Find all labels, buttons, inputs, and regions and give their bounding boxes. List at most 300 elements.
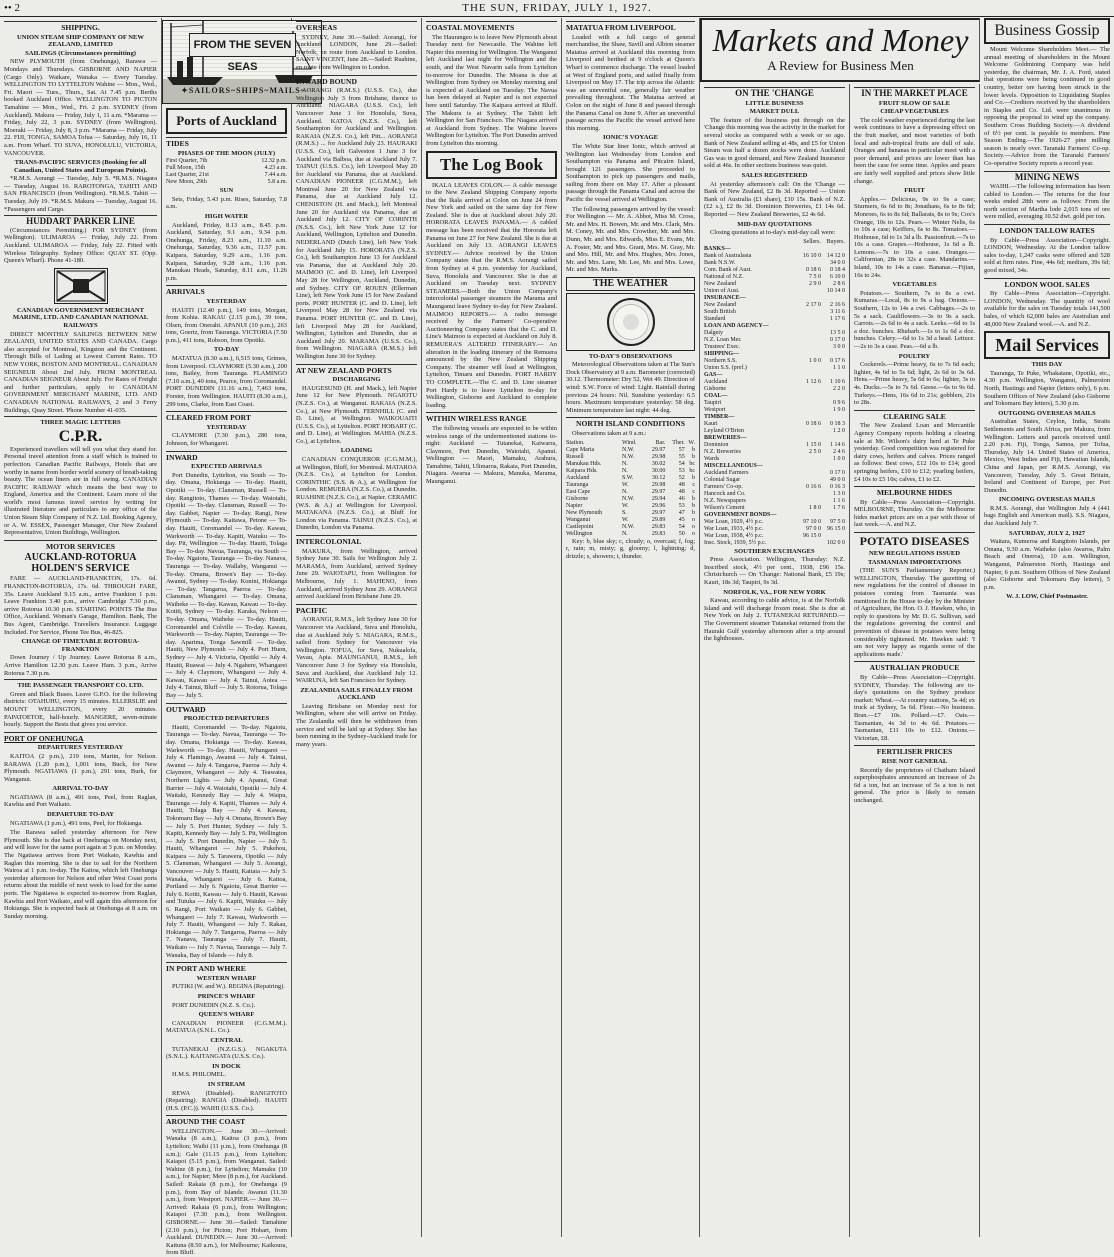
table-row xyxy=(566,468,695,475)
union-sailings-text: NEW PLYMOUTH (from Onehunga), Rarawa — Mondays and Thursdays. GISBORNE AND NAPIER (Cargo Only). Waikare, Wanaka — Every Tuesday. WELLINGTON TO LYTTELTON Wahine — Mon., Wed., Fri. Maori — Tues., Thurs., Sat. At 7.45 p.m. Berths booked Auckland Office. WELLINGTON TO PICTON Tamahine — Mon., Wed., Fri. 2 p.m. SYDNEY (from Auckland). Makura — Friday, July 1, 11 a.m. *Marama — Friday, July 22, 3 p.m. SYDNEY (from Wellington). Moeraki — Friday, July 8, 3 p.m. *Marama — Friday, July 22. FIJI, TONGA, SAMOA Tofua — Saturday, July 16, 11 a.m. From Wharf. TO SUVA, HONOLULU, VICTORIA, VANCOUVER. xyxy=(4,58,157,157)
divider xyxy=(4,679,157,680)
wireless-text: The following vessels are expected to be within wireless range of the undermentioned stations to-night: Auckland — Tutanekai, Kaiwarra, Claymore, Port Dunedin, Waiotahi, Apanui. Wellington — Maori, Mamaku, Arahura, Tamahine, Tahiti, Ulimaroa, Rakaia, Port Dunedin, Niagara. Awarua — Makura, Manuka, Marama, Maunganui. xyxy=(426,424,557,486)
table-cell: 96 15 0 xyxy=(803,532,822,539)
column-header: Buyers. xyxy=(826,238,845,245)
table-cell: Tauranga xyxy=(566,481,589,488)
table-cell: 30.00 xyxy=(651,467,666,474)
ports-of-auckland-heading: Ports of Auckland xyxy=(166,108,287,134)
moon-phase-time: 4.23 a.m. xyxy=(264,165,287,172)
weather-legend: Key: b, blue sky; c, cloudy; o, overcast; f, fog; r, rain; m, misty; g, gloomy; l, lightning; d, drizzle; s, showers; t, thunder. xyxy=(566,537,695,560)
poultry-text: Cockerels.—Prime heavy, 6s to 7s 6d each; lighter, 4s 6d to 5s 6d; light, 2s 6d to 3s 6d. Hens.—Prime heavy, 5s 6d to 6s; lighter, 3s to 4s. Ducks.—5s to 7s 6d. Geese.—6s to 9s 6d. Turkeys.—Hens, 16s 6d to 21s; gobblers, 21s to 28s. xyxy=(854,361,975,407)
table-row xyxy=(704,421,845,428)
table-row xyxy=(566,475,695,482)
sun-text: Sets, Friday, 5.43 p.m. Rises, Saturday, 7.8 a.m. xyxy=(166,195,287,211)
magic-letters-heading: THREE MAGIC LETTERS xyxy=(40,419,121,427)
table-cell: b xyxy=(692,495,695,502)
table-cell: 7 5 0 xyxy=(809,273,822,280)
outgoing-mails-heading: OUTGOING OVERSEAS MAILS xyxy=(998,409,1096,417)
table-cell: 97 5 0 xyxy=(830,518,845,525)
table-row xyxy=(704,470,845,477)
timetable-text: Down Journey / Up Journey. Leave Rotorua 8 a.m., Arrive Hamilton 12.30 p.m. Leave Ham. 3 p.m., Arrive Rotorua 7.30 p.m. xyxy=(4,654,157,677)
table-cell: LOAN AND AGENCY— xyxy=(704,322,769,329)
observations-text: Meteorological Observations taken at The Sun's Dock Observatory at 9 a.m. Barometer (corrected) 30.12. Thermometer: Dry 52, Wet 49. Direction of wind: S.W. Force of wind: Light. Rainfall during previous 24 hours: Nil. Sunshine yesterday: 6.5 hours. Maximum temperature yesterday: 58 deg. Minimum temperature last night: 44 deg. xyxy=(566,361,695,414)
rise-not-general-subhead: RISE NOT GENERAL xyxy=(881,757,948,765)
saturday-text: Waitara, Kumeroa and Rangitoto Islands, per Omana, 9.30 a.m. Waiheke (also Awaroa, Palm Beach and Oneroa), 10 a.m. Wellington, Wanganui, Palmerston North, Hastings and Napier, 6 p.m. Southern Offices of New Zealand (also Gisborne and Tokomaru Bay letters), 5 p.m. xyxy=(984,538,1110,591)
table-cell: New Plymouth xyxy=(566,509,603,516)
norfolk-text: Kawau, according to cable advice, is at the Norfolk Island and will discharge frozen meat. She is due at New York on July 2. TUTANEKAI RETURNED.—The Government steamer Tutanekai returned from the Hauraki Gulf yesterday afternoon after a trip around the lighthouses. xyxy=(704,597,845,643)
table-cell: 50 xyxy=(678,530,685,537)
table-cell: Cape Maria xyxy=(566,446,595,453)
melbourne-hides-heading: MELBOURNE HIDES xyxy=(854,486,975,497)
arrivals-yesterday-text: HAUITI (12.40 p.m.), 149 tons, Morgan, from Kohia. RAKAU (2.15 p.m.), 39 tons, Olsen, from Onerahi. APANUI (10 p.m.), 263 tons, Goertz, from Tauranga. VICTORIA (7.50 p.m.), 411 tons, Robson, from Opotiki. xyxy=(166,306,287,344)
ptc-text: Green and Black Buses. Leave G.P.O. for the following districts: OTAHUHU, every 15 minutes. ELLERSLIE and MOUNT WELLINGTON, every 20 minutes. PAPATOETOE, half-hourly. MANGERE, seven-minute hourly. Support the Bests that gives you service. xyxy=(4,690,157,729)
barometer-illustration xyxy=(566,293,695,351)
moon-phases-heading: PHASES OF THE MOON (JULY) xyxy=(177,149,276,157)
vegetables-text: Potatoes.— Southern, 7s to 8s a cwt. Kumaras.—Local, 8s to 9s a bag. Onions.—Southern, 12s to 14s a cwt. Cabbages.—2s to 5s a sack. Cauliflowers.—3s to 9s a sack. Carrots.—2s 6d to 4s a sack. Leeks.—6d to 1s a doz. bunches. Rhubarb.—1s to 1s 6d a doz. bunches. Celery.—6d to 1s 3d a head. Lettuce.—2s to 3s a case. Peas.—6d a lb. xyxy=(854,289,975,350)
table-cell: 0 18 3 xyxy=(830,420,845,427)
business-gossip-text: Mount Welcome Shareholders Meet.— The annual meeting of shareholders in the Mount Welcome Goldmining Company was held yesterday, the chairman, Mr. J. A. Ford, stated that operations were being continued in good country, better ore having been struck in the lower levels. Opposition to Liquidating Staples and Co.—Creditors received by the shareholders in Staples and Co. Ltd. were unanimous in opposing the proposal to wind up the company. Southern Cross Building Society.—A dividend of 6½ per cent. is payable to members. Pine Season Ending.—The 1926-27 pine milling season is nearly over. Taranaki Farmers' Co-op. Society.—Advice from the Taranaki Farmers' Co-operative Society reports a record year. xyxy=(984,46,1110,167)
table-cell: 0 18 6 xyxy=(806,420,822,427)
table-cell: 3 0 0 xyxy=(833,343,845,350)
table-cell: 0 17 0 xyxy=(830,469,845,476)
table-cell: c xyxy=(692,488,695,495)
table-cell: 0 17 6 xyxy=(830,357,845,364)
table-cell: 102 0 0 xyxy=(827,539,845,546)
wool-heading: LONDON WOOL SALES xyxy=(984,278,1110,289)
pacific-text: AORANGI, R.M.S., left Sydney June 30 for Vancouver via Auckland, Suva and Honolulu, due at Auckland July 5. NIAGARA, R.M.S., sailed from Sydney for Vancouver via Wellington. TOFUA, for Suva, Nukualofa, Vavau, Apia. MAUNGANUI, R.M.S., left Vancouver June 3 for Sydney via Honolulu, Suva and Auckland, due Auckland July 12. WAIRUNA, left San Francisco for Sydney. xyxy=(296,616,417,685)
table-cell: BANKS— xyxy=(704,245,731,252)
loading-heading: LOADING xyxy=(340,447,373,455)
table-row xyxy=(704,505,845,512)
table-cell: INSURANCE— xyxy=(704,294,746,301)
table-cell: Wilson's Cement xyxy=(704,504,745,511)
western-wharf-text: PUTIKI (W. and W.). REGINA (Repairing). xyxy=(172,983,285,991)
table-row xyxy=(704,519,845,526)
table-cell: 0 16 3 xyxy=(830,483,845,490)
table-row xyxy=(704,309,845,316)
rotorua-text: FARE — AUCKLAND-FRANKTON, 17s. 6d. FRANKTON-ROTORUA, 17s. 6d. THROUGH FARE, 35s. Leave Auckland 9.15 a.m., arrive Frankton 1 p.m. Leave Frankton 3.40 p.m., arrive Cambridge 7.30 p.m., arrive Rotorua 10.30 p.m. STARTING POINTS The Bus Office, Auckland. Woman's Garage, Hamilton. Bank, The Bus Agent, Cambridge. Travellers Insurance. Luggage Included. For Service, Phone Tee Bus, 46-825. xyxy=(4,575,157,636)
trans-pacific-heading: TRANS-PACIFIC SERVICES (Booking for all Canadian, United States and European Points). xyxy=(13,159,148,174)
table-row xyxy=(704,400,845,407)
table-cell: 1 3 0 xyxy=(833,490,845,497)
projected-departures-heading: PROJECTED DEPARTURES xyxy=(183,715,270,723)
around-coast-text: WELLINGTON.— June 30.—Arrived: Wanaka (8 a.m.), Kaitoa (3 p.m.), from Lyttelton; Waihi (11 p.m.), from Onehunga (8 a.m.); Gale (11.15 p.m.), from Lyttelton; Kaiapoi (5.15 p.m.), from Wanganui. Sailed: Wahine (8 p.m.), for Lyttelton; Mamaku (10 a.m.), for Napier; Mere (8 p.m.), for Auckland. Sailed: Rakaia (8 p.m.), for Onehunga (9 p.m.), from Bay of Islands; Awanui (11.30 a.m.), from Westport. NAPIER.— June 30.—Arrived: Rakaia (6 p.m.), from Wellington; Kaiapoi (7.30 p.m.), from Wellington. GISBORNE.— June 30.—Sailed: Tamahine (2.10 p.m.), for Picton; Port Hobart, from Auckland. DUNEDIN.— June 30.—Arrived: Kaituna (8.50 a.m.), for Melbourne; Kaikoura, from Bluff. xyxy=(166,1127,287,1257)
table-cell: S. xyxy=(621,509,627,516)
north-island-table xyxy=(566,440,695,538)
tides-heading: TIDES xyxy=(166,137,287,148)
table-cell xyxy=(798,372,821,379)
table-cell: Northern S.S. xyxy=(704,357,737,364)
table-cell: o xyxy=(692,516,695,523)
table-row xyxy=(704,337,845,344)
table-cell: SHIPPING— xyxy=(704,350,740,357)
table-row xyxy=(704,281,845,288)
passengers-text: The following passengers arrived by the vessel: For Wellington — Mr. A. Abbot, Miss M. Cross, Mr. and Mrs. H. Bowen, Mr. and Mrs. Clark, Mrs. M. Coney, Mr. and Mrs. Crowther, Mr. and Mrs. Dunn, Mr. and Mrs. Edwards, Miss E. Evans, Mr. A. Foster, Mr. and Mrs. Grant, Mrs. M. Gray, Mr. and Mrs. Hill, Mr. and Mrs. Hughes, Mrs. Jones, Mr. and Mrs. Lane, Mr. Lee, Mr. and Mrs. Lowe, Mr. and Mrs. Marks. xyxy=(566,205,695,274)
sales-text: At yesterday afternoon's call: On the 'Change — Bank of New Zealand, £2 8s 3d. Reported — Union Bank of Australia (£1 share), £10 15s. Bank of N.Z. (£2 s.), £2 8s 3d. Dominion Breweries, £1 14s 6d. Reported — New Zealand Breweries, £2 4s 6d. xyxy=(704,180,845,218)
table-row xyxy=(704,316,845,323)
table-cell: New Zealand xyxy=(704,280,737,287)
moon-phase-time: 5.8 a.m. xyxy=(267,179,287,186)
table-cell: Manukau Hds. xyxy=(566,460,602,467)
table-cell xyxy=(821,295,845,302)
table-cell: 2 17 0 xyxy=(806,301,822,308)
timetable-heading: CHANGE OF TIMETABLE ROTORUA-FRANKTON xyxy=(21,638,140,653)
table-row xyxy=(704,428,845,435)
table-cell: 0 16 6 xyxy=(806,483,822,490)
weather-heading: THE WEATHER xyxy=(566,277,695,291)
poultry-heading: POULTRY xyxy=(898,352,931,360)
cpr-text: Experienced travellers will tell you what they stand for. Personal travel attention from a staff which is trained to perfection. Canadian Pacific Railways, Hotels that are worthy in name from border world scenery of breath-taking beauty. The ocean liners are in full swing. CANADIAN PACIFIC RAILWAY which means the best way to England, America and the Continent. Learn more of the world's most famous travel service by writing for illustrated literature and particulars to any office of the Union Steam Ship Company of N.Z. Ltd. Booking Agency, or A. W. ESSEX, Passenger Manager, Our New Zealand Representative, Union Buildings, Wellington. xyxy=(4,445,157,537)
table-cell xyxy=(821,463,845,470)
table-cell: 2 16 6 xyxy=(830,301,845,308)
market-place-text: The cold weather experienced during the last week continues to have a depressing effect on the fruit market, and most varieties of both local and sub-tropical fruits are dull of sale. Oranges and bananas in particular meet with a poor demand, and prices are lower than has been the case for some time. Apples and pears are fairly well supplied and prices show little change. xyxy=(854,116,975,185)
incoming-mails-heading: INCOMING OVERSEAS MAILS xyxy=(998,496,1096,504)
table-cell: 45 xyxy=(678,516,685,523)
table-row xyxy=(566,524,695,531)
table-cell xyxy=(798,260,821,267)
table-cell: Farmers' Co-op. xyxy=(704,483,743,490)
table-cell xyxy=(798,428,821,435)
table-cell: Wanganui xyxy=(566,516,591,523)
table-cell: 29.83 xyxy=(651,530,666,537)
table-cell: Insc. Stock, 1939, 5½ p.c. xyxy=(704,539,767,546)
log-book-heading: The Log Book xyxy=(426,151,557,179)
table-cell: 3 11 6 xyxy=(830,308,845,315)
loading-text: CANADIAN CONQUEROR (C.G.M.M.), at Wellington, Bluff, for Montreal. MATAROA (N.Z.S. Co.), at Lyttelton for London. CORINTHIC (S.S. & A.), at Wellington for London. REMUERA (N.Z.S. Co.), at Dunedin. RUAHINE (N.Z.S. Co.), at Napier. CERAMIC (W.S. & A.) at Wellington for Liverpool. MATAKANA (N.Z.S. Co.), at Bluff for London via Panama. TAINUI (N.Z.S. Co.), at Dunedin, London via Panama. xyxy=(296,456,417,532)
cgm-text: DIRECT MONTHLY SAILINGS BETWEEN NEW ZEALAND, UNITED STATES AND CANADA. Cargo also accepted for Montreal, Kingston and the Continent. Through Bills of Lading at Lowest Current Rates. TO NEW YORK, BOSTON AND MONTREAL. CANADIAN SEIGNEUR About 2nd July. FROM MONTREAL CANADIAN SEIGNEUR About July. For Rates of Freight and further particulars, apply to CANADIAN GOVERNMENT MERCHANT MARINE, LTD. AND CANADIAN NATIONAL RAILWAYS, 2 and 3 Ferry Buildings, Quay Street. 'Phone Number 41-035. xyxy=(4,330,157,414)
table-cell: New Zealand xyxy=(704,301,737,308)
fruit-slow-subhead: FRUIT SLOW OF SALE xyxy=(878,99,951,107)
table-cell: South British xyxy=(704,308,736,315)
tasmanian-subhead: TASMANIAN IMPORTATIONS xyxy=(868,558,961,566)
table-cell: Auckland xyxy=(566,474,590,481)
zealandia-text: Leaving Brisbane on Monday next for Wellington, where she will arrive on Friday. The Zealandia will then be withdrawn from service and will be laid up at Sydney. She has been running in the Sydney-Auckland trade for many years. xyxy=(296,702,417,748)
table-row xyxy=(704,512,845,519)
this-day-heading: THIS DAY xyxy=(1031,361,1063,369)
table-cell: 29.89 xyxy=(651,516,666,523)
projected-departures-text: Hauiti, Coromandel — To-day. Ngaiotu, Tauranga — To-day. Navua, Tauranga — To-day. Omana, Hokianga — To-day. Kawau, Warkworth — To-day. Hauiti, Whangarei — July 4. Flamingo, Awanui — July 4. Tainui, Awanui — July 4. Tangaroa, Paeroa — July 4. Claymore, Whangarei — July 4. Teawatea, Northern Lights — July 4. Apanui, Great Barrier — July 4. Waiotahi, Opotiki — July 4. Waitaki, Kennedy Bay — July 4. Waipu, Tauranga — July 4. Kapiti, Thames — July 4. Hauiti, Tolaga Bay — July 4. Kawau, Tokomaru Bay — July 4. Omana, Brown's Bay — July 5. Port Hunter, Sydney — July 5. Kapiti, Kennedy Bay — July 5. Pit, Wellington — July 5. Port Dunedin, Napier — July 5. Hauiti, Whangarei — July 5. Pukehou, Kaipara — July 5. Tarawera, Opotiki — July 5. Clansman, Whangarei — July 5. Aorangi, Vancouver — July 5. Hauiti, Kaitaia — July 5. Wanaka, Whangarei — July 6. Kaitoa, Portland — July 6. Ngaiotu, Great Barrier — July 6. Kotiti, Kawau — July 6. Hauiti, Kawau and Tutuka — July 6. Kapiti, Waiuku — July 6. Rangi, Port Waikato — July 6. Gabbet, Whangarei — July 7. Kawau, Warkworth — July 7. Hauiti, Whangarei — July 7. Rakau, Hokianga — July 7. Tangaroa, Paeroa — July 7. Nanava, Tauranga — July 7. Hauiti, Waikato — July 7. Navua, Tauranga — July 7. Wanaka, Bay of Islands — July 8. xyxy=(166,723,287,959)
expected-arrivals-text: Port Dunedin, Lyttelton, via South — To-day. Omana, Hokianga — To-day. Hauiti, Opotiki — To-day. Clansman, Russell — To-day. Rangitoto, Thames — To-day. Waiotahi, Opotiki — To-day. Clansman, Russell — To-day. Gabbet, Napier — To-day. Rangi, New Plymouth — To-day. Kaitawa, Petone — To-day. Hauiti, Coromandel — To-day. Kawau, Warkworth — To-day. Kapiti, Waiuku — To-day. Pit, Wellington — To-day. Hauiti, Tolaga Bay — To-day. Navua, Tauranga, via South — To-day. Ngaiotu, Tauranga — To-day. Nanava, Tauranga — To-day. Wallaby, Wanganui — To-day. Omana, Brown's Bay — To-day. Awanui, Sydney — To-day. Konini, Hokianga — To-day. Tangaroa, Paeroa — To-day. Clansman, Whangarei — To-day. Omana, Waiheke — To-day. Kawau, Kawau — To-day. Kotiti, Sydney — To-day. Karaka, Nelson — To-day. Omana, Waiheke — To-day. Hauiti, Coromandel and Colville — To-day. Kawau, Warkworth — To-day. Napier, Tauranga — To-day. Aparima, Tonga Sawmill — To-day. Hauiti, New Plymouth — July 4. Port Huon, Sydney — July 4. Victoria, Opotiki — July 4. Hauiti, Ruawai — July 4. Ngahere, Whangarei — July 4. Claymore, Whangarei — July 4. Kawau, Kawau — July 4. Tainui, Aotea — July 4. Tainui, Bluff — July 5. Rotorua, Tolaga Bay — July 5. xyxy=(166,471,287,699)
table-cell: War Loan, 1938, 4½ p.c. xyxy=(704,532,764,539)
outward-heading: OUTWARD xyxy=(166,703,287,714)
column-header xyxy=(704,239,798,246)
saturday-heading: SATURDAY, JULY 2, 1927 xyxy=(1008,529,1086,537)
table-cell: b xyxy=(692,509,695,516)
table-cell: N.W. xyxy=(621,446,635,453)
outgoing-mails-text: Australian States, Ceylon, India, Straits Settlements and South Africa, per Makura, from Wellington. Letters and parcels received until 2.20 p.m. Fiji, Tonga, Samoa, per Tofua, Thursday, July 14. United States of America, Mexico, West Indies and Fiji, Hawaiian Islands, China and Japan, per R.M.S. Aorangi, via Vancouver, Tuesday, July 5. Great Britain, Ireland and Continent of Europe, per Port Dunedin. xyxy=(984,418,1110,494)
table-row xyxy=(704,372,845,379)
sun-heading: SUN xyxy=(219,187,234,195)
arrivals-today-text: MATATUA (8.30 a.m.), 6,515 tons, Grimes, from Liverpool. CLAYMORE (5.30 a.m.), 200 tons, Bailey, from Tauranga. FLAMINGO (7.10 a.m.), 40 tons, Pearce, from Coromandel. PORT DUNEDIN (11.16 a.m.), 7,463 tons, Forster, from Wellington. HAUITI (8.30 a.m.), 299 tons, Clarke, from East Coast. xyxy=(166,355,287,408)
table-cell: Gisborne xyxy=(566,495,588,502)
table-cell: 1 12 6 xyxy=(806,378,822,385)
table-row xyxy=(566,517,695,524)
table-header-row xyxy=(566,440,695,447)
table-cell xyxy=(821,512,845,519)
expected-arrivals-heading: EXPECTED ARRIVALS xyxy=(191,463,262,471)
table-cell: 54 xyxy=(678,460,685,467)
table-cell: Kauri xyxy=(704,420,718,427)
table-row xyxy=(704,365,845,372)
table-row xyxy=(704,358,845,365)
table-cell xyxy=(798,337,821,344)
table-cell: o xyxy=(692,523,695,530)
table-row xyxy=(166,158,287,165)
onehunga-departure-today-text: NGATIAWA (1 p.m.), 491 tons, Peel, for Hokianga. xyxy=(10,819,143,827)
column-header: W. xyxy=(688,439,695,446)
table-cell: 0 17 0 xyxy=(830,336,845,343)
overseas-heading: OVERSEAS xyxy=(296,21,417,32)
onehunga-departures-text: KAITOA (2 p.m.), 219 tons, Martin, for Nelson. RARAWA (1.20 p.m.), 1,001 tons, Buck, for New Plymouth. NGATIAWA (1 p.m.), 291 tons, Burk, for Wanganui. xyxy=(4,752,157,783)
in-dock-text: H.M.S. PHILOMEL. xyxy=(172,1071,227,1079)
table-row xyxy=(704,484,845,491)
table-cell: Taupiri xyxy=(704,399,722,406)
table-row xyxy=(704,393,845,400)
table-cell: 46 xyxy=(678,495,685,502)
table-cell: Auckland Farmers xyxy=(704,469,749,476)
table-cell: GOVERNMENT BONDS— xyxy=(704,511,777,518)
table-cell: BREWERIES— xyxy=(704,434,747,441)
inward-heading: INWARD xyxy=(166,451,287,462)
table-row xyxy=(566,503,695,510)
table-cell xyxy=(821,323,845,330)
mail-services-heading: Mail Services xyxy=(984,331,1110,359)
table-cell: 0 18 6 xyxy=(806,266,822,273)
table-cell: 0 9 6 xyxy=(833,399,845,406)
table-cell: 97 10 0 xyxy=(803,518,822,525)
in-stream-text: REWA (Disabled). RANGITOTO (Repairing). RANGIA (Disabled). HAUITI (H.S. (P.C.)). WAIHI (U.S.S. Co.). xyxy=(166,1089,287,1112)
table-cell: W. xyxy=(621,502,629,509)
norfolk-heading: NORFOLK, VA., FOR NEW YORK xyxy=(723,588,826,596)
rotorua-heading: AUCKLAND-ROTORUA HOLDEN'S SERVICE xyxy=(24,552,137,575)
table-cell xyxy=(798,470,821,477)
table-row xyxy=(704,526,845,533)
table-cell: 53 xyxy=(678,502,685,509)
table-cell: 1 8 0 xyxy=(809,504,822,511)
table-row xyxy=(704,246,845,253)
table-cell: 1 15 0 xyxy=(806,441,822,448)
markets-subtitle: A Review for Business Men xyxy=(767,58,914,73)
table-row xyxy=(704,498,845,505)
table-cell xyxy=(821,393,845,400)
table-cell: 29.83 xyxy=(651,523,666,530)
table-cell xyxy=(798,463,821,470)
onehunga-arrival-text: NGATIAWA (8 a.m.), 491 tons, Peel, from Raglan, Kawhia and Port Waikato. xyxy=(4,793,157,809)
table-cell: 48 xyxy=(678,488,685,495)
masthead-title: THE SUN, FRIDAY, JULY 1, 1927. xyxy=(462,2,652,14)
huddart-text: (Circumstances Permitting.) FOR SYDNEY (from Wellington). ULIMAROA — Friday, July 22. From Auckland. ULIMAROA — Friday, July 22. Fitted with Wireless Telegraphy. Sydney Office: QUAY ST. (Opp. Queen's Wharf). Phone 41-180. xyxy=(4,226,157,265)
table-cell xyxy=(798,309,821,316)
column-header: Wind. xyxy=(621,439,637,446)
matatua-text: Loaded with a full cargo of general merchandise, the Shaw, Savill and Albion steamer Matatua arrived at Auckland this morning from Liverpool and berthed at 9 o'clock at Queen's Wharf to commence discharge. The vessel loaded at West of England ports, and sailed finally from Liverpool on May 17. The trip across the Atlantic was an uneventful one, generally fair weather prevailing throughout. The Matatua arrived at Colon on the night of June 8 and passed through the Panama Canal on June 9. After an uneventful passage across the Pacific the vessel arrived here this morning. xyxy=(566,33,695,132)
fruit-heading: FRUIT xyxy=(904,187,925,195)
moon-phase-name: First Quarter, 7th xyxy=(166,158,208,165)
trans-pacific-text: *R.M.S. Aorangi — Tuesday, July 5. *R.M.S. Niagara — Tuesday, August 16. RAROTONGA, TAHITI AND SAN FRANCISCO (from Wellington). *R.M.S. Tahiti — Tuesday, July 19. *R.M.S. Makura — Tuesday, August 16. *Passengers and Cargo. xyxy=(4,175,157,213)
table-cell: b xyxy=(692,502,695,509)
table-row xyxy=(704,295,845,302)
table-cell: 2 5 0 xyxy=(809,448,822,455)
southern-exchanges-text: Press Association. Wellington, Thursday: N.Z. Inscribed stock, 4½ per cent., 1938, £96 15s. Christchurch — On 'Change: National Bank, £5 19s; Kauri, 18s 3d; Taupiri, 9s 3d. xyxy=(704,556,845,587)
melbourne-hides-text: By Cable—Press Association—Copyright. MELBOURNE, Thursday. On the Melbourne hides market prices are on a par with those of last week.—A. and N.Z. xyxy=(854,498,975,529)
column-market-place xyxy=(850,84,980,1237)
around-coast-heading: AROUND THE COAST xyxy=(166,1115,287,1126)
table-cell: Russell xyxy=(566,453,584,460)
column-overseas xyxy=(292,18,422,1237)
table-cell: Com. Bank of Aust. xyxy=(704,266,752,273)
tallow-heading: LONDON TALLOW RATES xyxy=(984,224,1110,235)
table-cell: 1 9 0 xyxy=(833,406,845,413)
princes-wharf-text: PORT DUNEDIN (N.Z. S. Co.). xyxy=(172,1001,256,1009)
table-cell xyxy=(798,246,821,253)
moon-phase-name: Last Quarter, 21st xyxy=(166,172,209,179)
table-cell xyxy=(821,435,845,442)
table-cell xyxy=(821,372,845,379)
table-header-row xyxy=(704,239,845,246)
table-cell: Union S.S. (pref.) xyxy=(704,364,747,371)
pacific-heading: PACIFIC xyxy=(296,604,417,615)
arrivals-heading: ARRIVALS xyxy=(166,285,287,296)
table-cell: 1 0 0 xyxy=(833,455,845,462)
table-cell: N.W. xyxy=(621,523,635,530)
arrivals-yesterday-heading: YESTERDAY xyxy=(206,297,247,305)
column-weather xyxy=(562,18,700,1237)
huddart-heading: HUDDART PARKER LINE xyxy=(26,216,135,227)
potato-diseases-heading: POTATO DISEASES xyxy=(854,532,975,548)
table-cell xyxy=(798,477,821,484)
table-cell: 29.97 xyxy=(651,488,666,495)
table-cell: 1 2 0 xyxy=(833,427,845,434)
table-cell: bc xyxy=(689,460,695,467)
table-row xyxy=(704,267,845,274)
table-row xyxy=(704,491,845,498)
table-row xyxy=(566,482,695,489)
change-heading: ON THE 'CHANGE xyxy=(704,87,845,98)
table-cell: 97 0 0 xyxy=(806,525,822,532)
seven-seas-title: FROM THE SEVEN SEAS xyxy=(189,33,296,57)
table-row xyxy=(704,477,845,484)
table-cell xyxy=(798,407,821,414)
moon-phase-name: New Moon, 29th xyxy=(166,179,207,186)
table-cell xyxy=(798,316,821,323)
southern-exchanges-heading: SOUTHERN EXCHANGES xyxy=(734,547,815,555)
mining-news-heading: MINING NEWS xyxy=(984,171,1110,182)
high-water-heading: HIGH WATER xyxy=(204,212,249,220)
cleared-heading: CLEARED FROM PORT xyxy=(166,411,287,422)
table-cell: Trustees' Exec. xyxy=(704,343,741,350)
table-cell: Westport xyxy=(704,406,726,413)
table-cell xyxy=(798,323,821,330)
table-cell: b xyxy=(692,446,695,453)
table-cell: 55 xyxy=(678,453,685,460)
table-cell xyxy=(798,435,821,442)
table-row xyxy=(566,489,695,496)
column-header: Bar. xyxy=(655,439,666,446)
wool-text: By Cable—Press Association—Copyright. LONDON, Wednesday. The quantity of wool available for the sales on Tuesday totals 141,500 bales, of which 62,000 bales are Australian and 48,000 New Zealand wool.—A. and N.Z. xyxy=(984,290,1110,328)
table-row xyxy=(704,323,845,330)
table-cell: 1 14 6 xyxy=(830,441,845,448)
table-cell: b xyxy=(692,453,695,460)
table-cell: N.Z. Loan Mer. xyxy=(704,336,742,343)
table-row xyxy=(704,407,845,414)
table-cell: 49 0 0 xyxy=(830,476,845,483)
table-cell xyxy=(798,344,821,351)
column-ports xyxy=(162,18,306,1257)
change-text: The feature of the business put through on the 'Change this morning was the activity in the market for several stocks as compared with a week or so ago. Bank of New Zealand selling at 48s, and £5 for Union Steam was half a dozen stocks were done. Auckland Gas was in good demand, and New Zealand Insurance sold at 46s. In other sections business was quiet. xyxy=(704,116,845,170)
log-book-text: IKALA LEAVES COLON.— A cable message to the New Zealand Shipping Company reports that the Ikala arrived at Colon on June 24 from New York and sailed on the same day for New Zealand. She is due at Auckland about July 20. HORORATA LEAVES PANAMA.— A cabled message has been received that the Hororata left Panama on June 27 for New Zealand. She is due at Auckland on July 13. AORANGI LEAVES SYDNEY.— Advice received by the Union Company states that the R.M.S. Aorangi sailed from Sydney at 4 p.m. yesterday for Auckland, Suva, Honolulu and Vancouver. She is due at Auckland on Tuesday next. SYDNEY STEAMERS.—Both the Union Company's intercolonial passenger steamers the Marama and Maunganui leave Sydney to-day for New Zealand. MAIMOO REPORTS.— A radio message received by the Farmers' Co-operative Auctioneering Company states that the C. and D. Line's Maimoo is expected at Auckland on July 8. REMUERA'S ALTERED ITINERARY.— An alteration in the loading itinerary of the Remuera announced by the New Zealand Shipping Company. The steamer will load at Wellington, Lyttelton, Timaru and Dunedin. FORT HARDY TO COMPLETE.—The C. and D. Line steamer Port Hardy is to leave Lyttelton to-day for Wellington, Gisborne and Auckland to complete loading. xyxy=(426,181,557,409)
table-cell: b xyxy=(692,474,695,481)
table-cell: 13 5 0 xyxy=(830,329,845,336)
princes-wharf-heading: PRINCE'S WHARF xyxy=(197,992,256,1000)
table-row xyxy=(566,447,695,454)
table-cell: 29.96 xyxy=(651,502,666,509)
cleared-yesterday-heading: YESTERDAY xyxy=(206,423,247,431)
table-row xyxy=(704,386,845,393)
table-cell: Gisborne xyxy=(704,385,726,392)
table-cell: 29.97 xyxy=(651,509,666,516)
table-row xyxy=(566,461,695,468)
table-cell: Dalgety xyxy=(704,329,723,336)
onehunga-heading: PORT OF ONEHUNGA xyxy=(4,732,157,743)
table-cell xyxy=(798,400,821,407)
table-cell xyxy=(821,351,845,358)
table-cell: Bank N.S.W. xyxy=(704,259,736,266)
nz-ports-heading: AT NEW ZEALAND PORTS xyxy=(296,364,417,375)
table-row xyxy=(704,351,845,358)
moon-phases-table xyxy=(166,158,287,186)
table-cell: Wellington xyxy=(566,530,593,537)
table-cell: 29.98 xyxy=(651,453,666,460)
table-cell: Leyland O'Brien xyxy=(704,427,744,434)
table-cell: 10 14 0 xyxy=(827,287,845,294)
onehunga-arrival-heading: ARRIVAL TO-DAY xyxy=(52,785,109,793)
table-cell: 29.94 xyxy=(651,495,666,502)
fertiliser-text: Recently the proprietors of Chatham Island superphosphates announced an increase of 2s 6d a ton, but an increase of 5s a ton is not general. The price is likely to remain unchanged. xyxy=(854,766,975,804)
table-cell: N. xyxy=(621,460,628,467)
table-cell: Wards xyxy=(704,455,720,462)
table-cell: N. xyxy=(621,530,628,537)
table-cell: GAS— xyxy=(704,371,723,378)
in-port-heading: IN PORT AND WHERE xyxy=(166,962,287,973)
column-coastal xyxy=(422,18,562,1237)
table-cell: S.W. xyxy=(621,474,634,481)
this-day-text: Tauranga, Te Puke, Whakatane, Opotiki, etc., 4.30 p.m. Wellington, Wanganui, Palmerston North, Hastings and Napier (letters only), 6 p.m. Southern Offices of New Zealand (also Gisborne and Tokomaru Bay letters), 5.30 p.m. xyxy=(984,369,1110,408)
central-wharf-heading: CENTRAL xyxy=(210,1036,243,1044)
ptc-heading: THE PASSENGER TRANSPORT CO. LTD. xyxy=(17,682,144,690)
north-island-rows xyxy=(566,447,695,538)
new-regulations-subhead: NEW REGULATIONS ISSUED xyxy=(869,550,960,558)
column-shipping xyxy=(0,18,162,1237)
queens-wharf-heading: QUEEN'S WHARF xyxy=(198,1011,255,1019)
table-row xyxy=(704,533,845,540)
table-cell: 2 9 0 xyxy=(809,280,822,287)
table-cell: Kaipara Hds. xyxy=(566,467,598,474)
intercolonial-heading: INTERCOLONIAL xyxy=(296,535,417,546)
table-row xyxy=(704,442,845,449)
incoming-mails-text: R.M.S. Aorangi, due Wellington July 4 (441 bags English and American mail). S.S. Niagara, due Auckland July 7. xyxy=(984,504,1110,528)
moon-phase-time: 7.44 a.m. xyxy=(264,172,287,179)
table-row xyxy=(704,414,845,421)
table-cell xyxy=(821,533,845,540)
discharging-heading: DISCHARGING xyxy=(332,376,381,384)
table-cell xyxy=(798,414,821,421)
table-cell: 96 15 0 xyxy=(827,525,845,532)
table-row xyxy=(704,302,845,309)
table-cell: 0 18 4 xyxy=(830,266,845,273)
ionic-heading: IONIC'S VOYAGE xyxy=(602,134,659,142)
table-cell: Hancock and Co. xyxy=(704,490,746,497)
seven-seas-subtitle: ✦SAILORS~SHIPS~MAILS~ xyxy=(181,86,306,95)
table-cell xyxy=(798,330,821,337)
